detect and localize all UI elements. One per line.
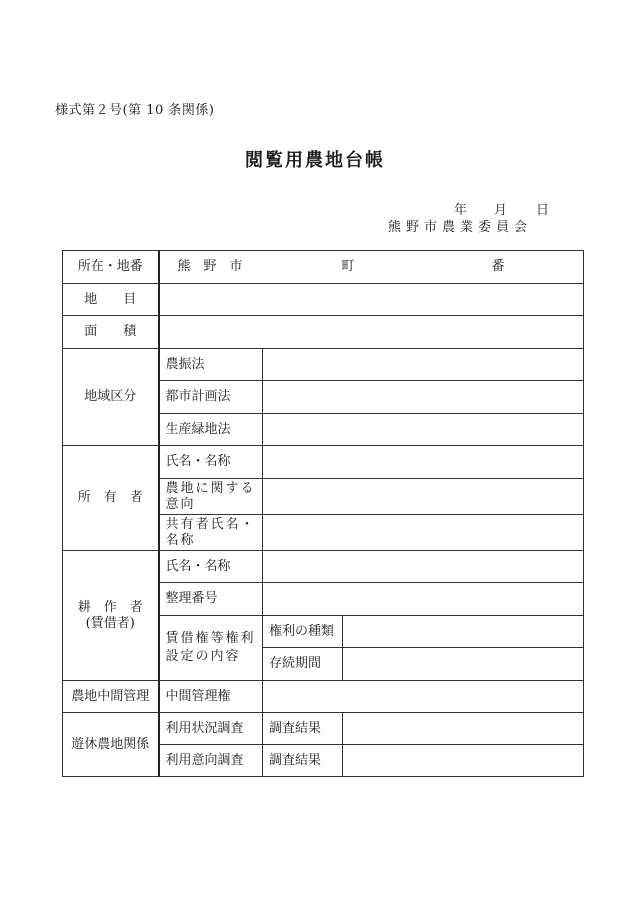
owner-value bbox=[263, 446, 584, 479]
cultivator-label bbox=[63, 551, 159, 681]
location-lot-suffix: 番 bbox=[491, 259, 505, 274]
area-value bbox=[159, 316, 584, 349]
land-category-value bbox=[159, 284, 584, 316]
cultivator-name-value bbox=[263, 551, 584, 583]
intent-survey-label: 利用意向調査 bbox=[159, 745, 263, 777]
farmland-ledger-table bbox=[62, 250, 584, 777]
location-label: 所在・地番 bbox=[63, 251, 159, 284]
form-number: 様式第２号(第 10 条関係) bbox=[55, 103, 215, 118]
survey-result-value bbox=[343, 745, 584, 777]
zoning-item: 都市計画法 bbox=[159, 381, 263, 414]
row-intermediary bbox=[63, 681, 584, 713]
committee-name: 熊野市農業委員会 bbox=[388, 220, 533, 235]
lease-content-label: 賃借権等権利設定の内容 bbox=[159, 616, 263, 681]
rights-type-value bbox=[343, 616, 584, 648]
duration-label: 存続期間 bbox=[263, 648, 343, 681]
cultivator-ref-value bbox=[263, 583, 584, 616]
location-value bbox=[159, 251, 584, 284]
owner-label: 所 有 者 bbox=[63, 446, 159, 551]
duration-value bbox=[343, 648, 584, 681]
idle-label: 遊休農地関係 bbox=[63, 713, 159, 777]
zoning-item: 生産緑地法 bbox=[159, 414, 263, 446]
survey-result-value bbox=[343, 713, 584, 745]
owner-item: 農地に関する意向 bbox=[159, 479, 263, 515]
owner-value bbox=[263, 479, 584, 515]
location-city: 熊 野 市 bbox=[177, 259, 243, 274]
date-year-label: 年 bbox=[454, 203, 468, 218]
survey-result-label: 調査結果 bbox=[263, 713, 343, 745]
zoning-item: 農振法 bbox=[159, 349, 263, 381]
row-land-category bbox=[63, 284, 584, 316]
row-location bbox=[63, 251, 584, 284]
date-month-label: 月 bbox=[494, 203, 508, 218]
land-category-label: 地 目 bbox=[63, 284, 159, 316]
row-cultivator-1 bbox=[63, 551, 584, 583]
cultivator-label-line2: (賃借者) bbox=[85, 615, 135, 631]
intermediary-value bbox=[263, 681, 584, 713]
rights-type-label: 権利の種類 bbox=[263, 616, 343, 648]
cultivator-ref-label: 整理番号 bbox=[159, 583, 263, 616]
zoning-value bbox=[263, 414, 584, 446]
area-label: 面 積 bbox=[63, 316, 159, 349]
date-day-label: 日 bbox=[536, 203, 550, 218]
cultivator-label-line1: 耕 作 者 bbox=[77, 599, 143, 615]
row-idle-1 bbox=[63, 713, 584, 745]
row-zoning-1 bbox=[63, 349, 584, 381]
row-owner-1 bbox=[63, 446, 584, 479]
page-title: 閲覧用農地台帳 bbox=[245, 150, 385, 171]
cultivator-name-label: 氏名・名称 bbox=[159, 551, 263, 583]
intermediary-label: 農地中間管理 bbox=[63, 681, 159, 713]
zoning-value bbox=[263, 381, 584, 414]
location-town-suffix: 町 bbox=[341, 259, 355, 274]
usage-survey-label: 利用状況調査 bbox=[159, 713, 263, 745]
owner-item: 共有者氏名・名称 bbox=[159, 515, 263, 551]
row-area bbox=[63, 316, 584, 349]
intermediary-item: 中間管理権 bbox=[159, 681, 263, 713]
survey-result-label: 調査結果 bbox=[263, 745, 343, 777]
owner-value bbox=[263, 515, 584, 551]
zoning-label: 地域区分 bbox=[63, 349, 159, 446]
owner-item: 氏名・名称 bbox=[159, 446, 263, 479]
zoning-value bbox=[263, 349, 584, 381]
